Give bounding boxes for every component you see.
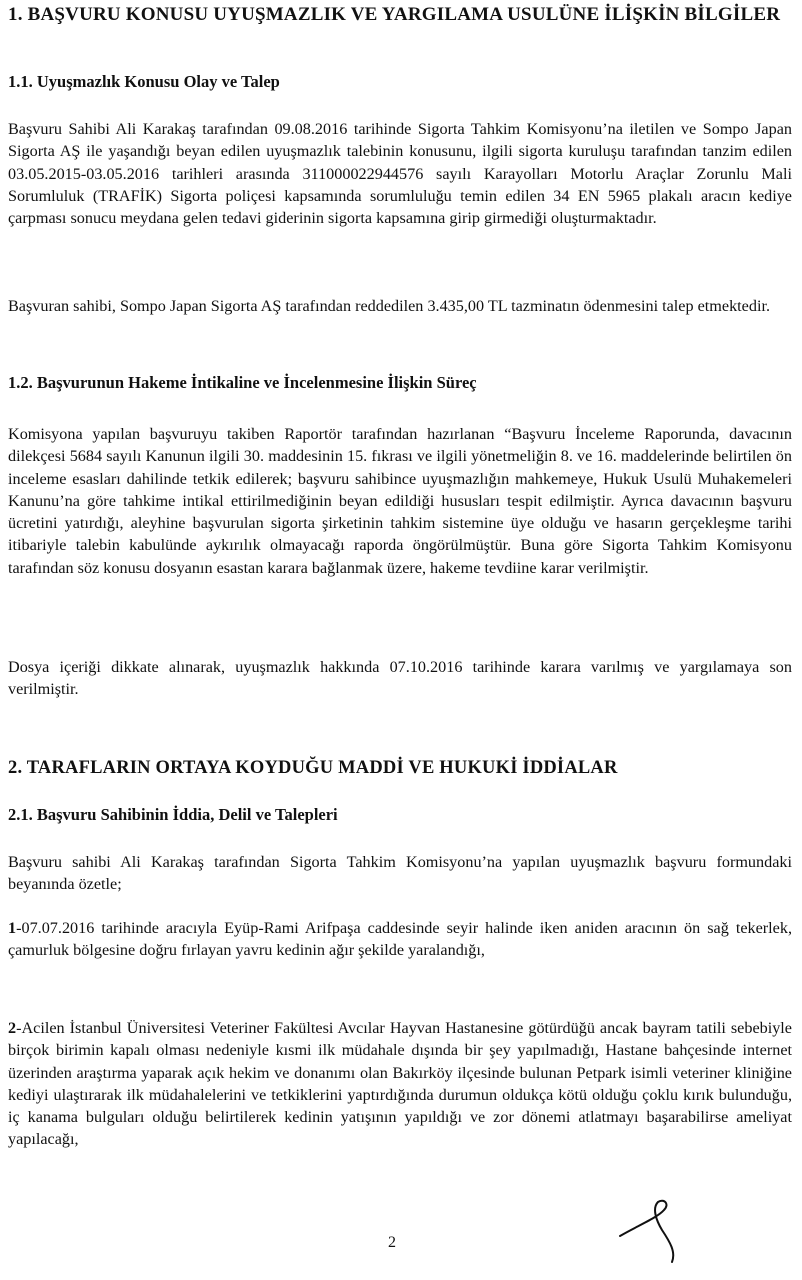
section-1-2-heading: 1.2. Başvurunun Hakeme İntikaline ve İncelenmesine İlişkin Süreç xyxy=(8,373,477,392)
section-1-1-heading: 1.1. Uyuşmazlık Konusu Olay ve Talep xyxy=(8,72,280,91)
claim-item-text: -07.07.2016 tarihinde aracıyla Eyüp-Rami Arifpaşa caddesinde seyir halinde iken aniden aracının ön sağ tekerlek, çamurluk bölgesine doğru fırlayan yavru kedinin ağır şekilde yaralandığı, xyxy=(8,919,792,960)
section-2-heading: 2. TARAFLARIN ORTAYA KOYDUĞU MADDİ VE HUKUKİ İDDİALAR xyxy=(8,758,618,778)
section-1-2-paragraph-1: Komisyona yapılan başvuruyu takiben Raportör tarafından hazırlanan “Başvuru İnceleme Raporunda, davacının dilekçesi 5684 sayılı Kanunun ilgili 30. maddesinin 15. fıkrası ve ilgili yönetmeliğin 8. ve 16. maddelerinde belirtilen ön inceleme esasları dahilinde tetkik edilerek; başvuru sahibince uyuşmazlığın mahkemeye, Hukuk Usulü Muhakemeleri Kanunu’na göre tahkime intikal ettirilmediğinin beyan edildiği hususları tespit edilmiştir. Ayrıca davacının başvuru ücretini yatırdığı, aleyhine başvurulan sigorta şirketinin tahkim sistemine üye olduğu ve hasarın gerçekleşme tarihi itibariyle talebin kabulünde aykırılık olmayacağı raporda öngörülmüştür. Buna göre Sigorta Tahkim Komisyonu tarafından söz konusu dosyanın esastan karara bağlanmak üzere, hakeme tevdiine karar verilmiştir. xyxy=(8,425,792,577)
claim-item-1 xyxy=(8,917,792,962)
section-1-heading: 1. BAŞVURU KONUSU UYUŞMAZLIK VE YARGILAMA USULÜNE İLİŞKİN BİLGİLER xyxy=(8,4,781,25)
claim-item-number: 1 xyxy=(8,919,17,937)
claim-item-number: 2 xyxy=(8,1019,17,1037)
claim-item-2 xyxy=(8,1017,792,1151)
page-number: 2 xyxy=(388,1234,396,1251)
section-2-1-intro: Başvuru sahibi Ali Karakaş tarafından Sigorta Tahkim Komisyonu’na yapılan uyuşmazlık başvuru formundaki beyanında özetle; xyxy=(8,853,792,894)
section-1-1-paragraph-1: Başvuru Sahibi Ali Karakaş tarafından 09.08.2016 tarihinde Sigorta Tahkim Komisyonu’na iletilen ve Sompo Japan Sigorta AŞ ile yaşandığı beyan edilen uyuşmazlık talebinin konusunu, ilgili sigorta kuruluşu tarafından tanzim edilen 03.05.2015-03.05.2016 tarihleri arasında 311000022944576 sayılı Karayolları Motorlu Araçlar Zorunlu Mali Sorumluluk (TRAFİK) Sigorta poliçesi kapsamında sorumluluğu temin edilen 34 EN 5965 plakalı aracın kediye çarpması sonucu meydana gelen tedavi giderinin sigorta kapsamına girip girmediği oluşturmaktadır. xyxy=(8,120,792,228)
section-1-2-paragraph-2: Dosya içeriği dikkate alınarak, uyuşmazlık hakkında 07.10.2016 tarihinde karara varılmış ve yargılamaya son verilmiştir. xyxy=(8,658,792,699)
claim-item-text: -Acilen İstanbul Üniversitesi Veteriner Fakültesi Avcılar Hayvan Hastanesine götürdüğü ancak bayram tatili sebebiyle birçok birimin kapalı olması nedeniyle kısmi ilk müdahale dışında bir şey yapılmadığı, Hastane bahçesinde internet üzerinden araştırma yaparak açık hekim ve donanımı olan Bakırköy ilçesinde bulunan Petpark isimli veteriner kliniğine kediyi ulaştırarak ilk müdahalelerini ve tetkiklerini yaptırdığında durumun oldukça kötü olduğu çoklu kırık bulunduğu, iç kanama bulguları olduğu belirtilerek kedinin yatışının yapıldığı ve zor dönemi atlatmayı başarabilirse ameliyat yapılacağı, xyxy=(8,1019,792,1149)
section-2-1-heading: 2.1. Başvuru Sahibinin İddia, Delil ve Talepleri xyxy=(8,805,338,824)
section-1-1-paragraph-2: Başvuran sahibi, Sompo Japan Sigorta AŞ tarafından reddedilen 3.435,00 TL tazminatın ödenmesini talep etmektedir. xyxy=(8,297,770,315)
signature-icon xyxy=(612,1196,692,1266)
